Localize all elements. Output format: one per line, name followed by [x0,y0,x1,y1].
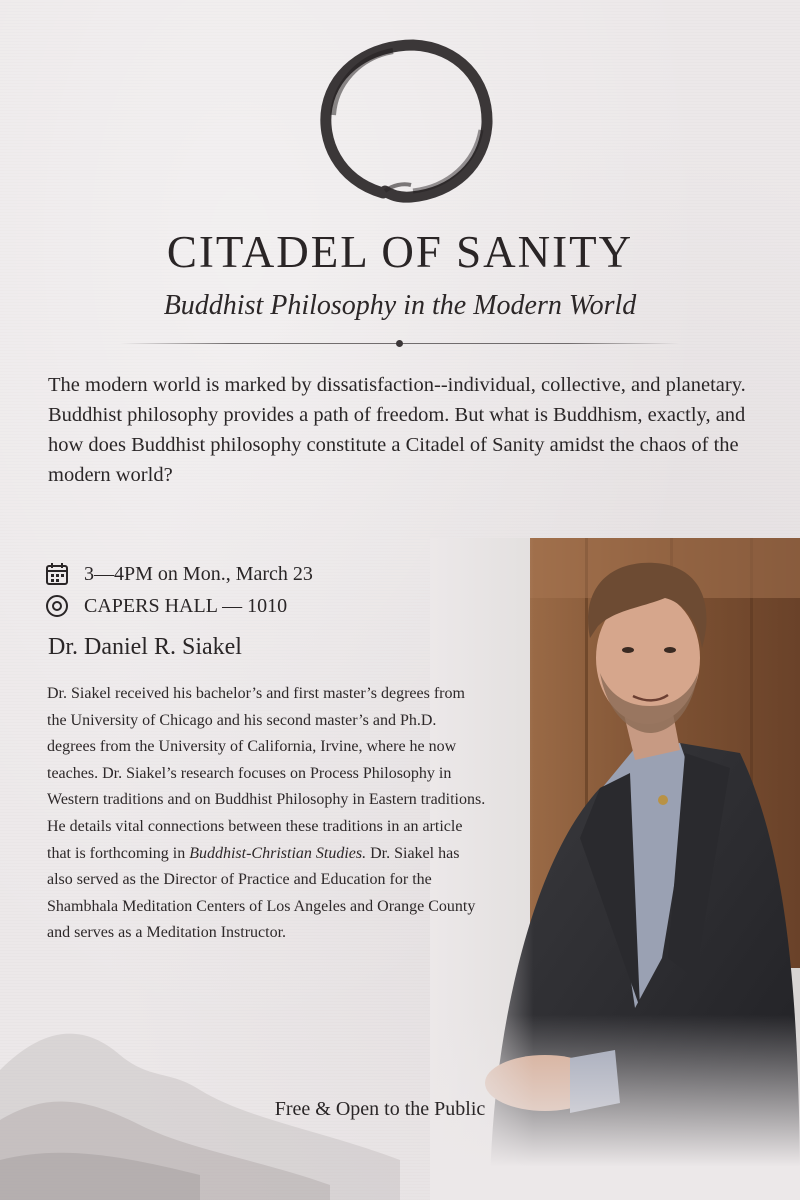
bio-text-part1: Dr. Siakel received his bachelor’s and first master’s degrees from the University of Chicago and his second master’s and Ph.D. degrees from the University of California, Irvine, where he now teaches. Dr. Siakel’s research focuses on Process Philosophy in Western traditions and on Buddhist Philosophy in Eastern traditions. He details vital connections between these traditions in an article that is forthcoming in [47,685,486,862]
speaker-name: Dr. Daniel R. Siakel [48,634,242,660]
bio-text-part2: Dr. Siakel has also served as the Director of Practice and Education for the Shambhala Meditation Centers of Los Angeles and Orange County and serves as a Meditation Instructor. [47,844,476,942]
location-pin-icon [44,593,70,619]
divider-ornament [396,340,403,347]
poster-title: CITADEL OF SANITY [166,227,634,277]
event-location: CAPERS HALL — 1010 [84,594,288,617]
event-date-row [44,560,313,588]
intro-paragraph: The modern world is marked by dissatisfaction--individual, collective, and planetary. Buddhist philosophy provides a path of freedom. But what is Buddhism, exactly, and how does Buddhist philosophy constitute a Citadel of Sanity amidst the chaos of the modern world? [48,374,746,486]
bio-journal-title: Buddhist-Christian Studies. [189,844,367,862]
calendar-icon [44,561,70,587]
event-location-row [44,592,287,620]
event-date-time: 3—4PM on Mon., March 23 [84,562,313,585]
enso-circle-logo [313,35,499,205]
poster-subtitle: Buddhist Philosophy in the Modern World [163,290,637,321]
footer-admission: Free & Open to the Public [274,1098,486,1120]
speaker-bio [47,681,487,947]
ink-mountains-decoration [0,960,800,1200]
